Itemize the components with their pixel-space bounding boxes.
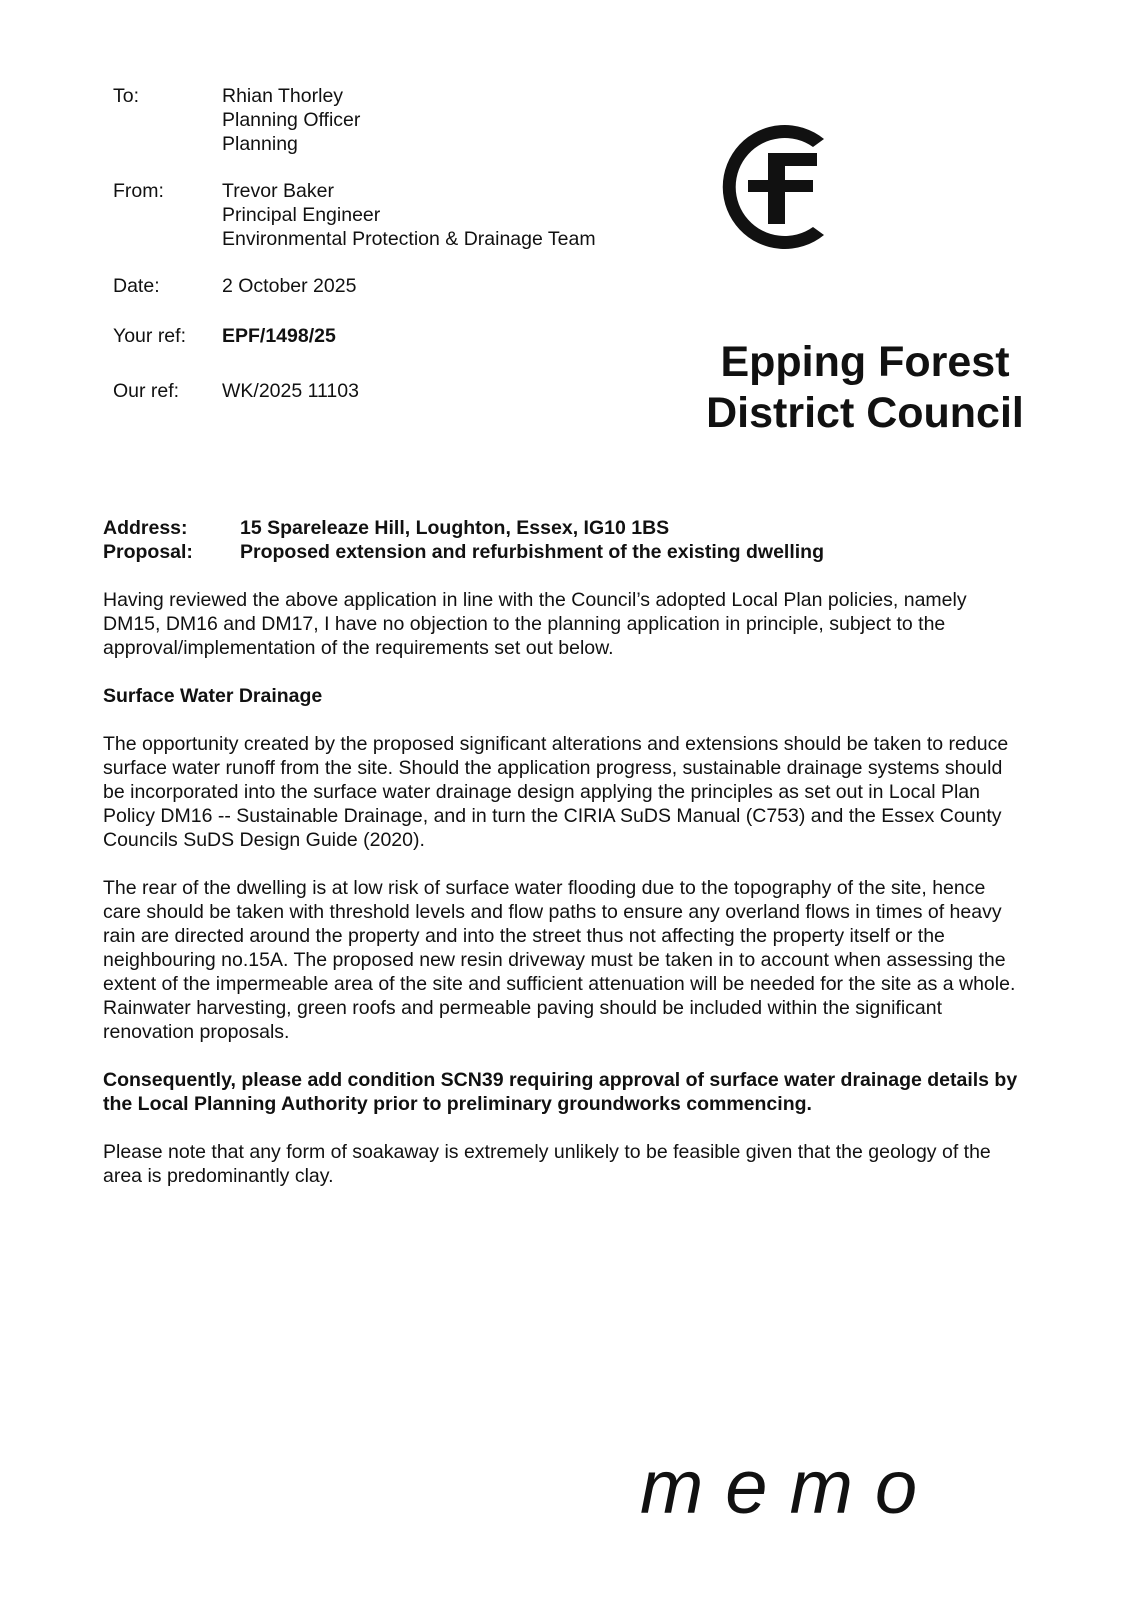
drainage-paragraph-1: The opportunity created by the proposed significant alterations and extensions should be taken to reduce surface water runoff from the site. Should the application progress, sustainable drainage systems should be incorporated into the surface water drainage design applying the principles as set out in Local Plan Policy DM16 -- Sustainable Drainage, and in turn the CIRIA SuDS Manual (C753) and the Essex County Councils SuDS Design Guide (2020). bbox=[103, 733, 1009, 851]
to-name: Rhian Thorley bbox=[222, 85, 344, 107]
from-dept: Environmental Protection & Drainage Team bbox=[222, 228, 596, 250]
your-ref-value: EPF/1498/25 bbox=[222, 325, 336, 347]
from-role: Principal Engineer bbox=[222, 204, 381, 226]
from-label: From: bbox=[113, 180, 164, 202]
proposal-value: Proposed extension and refurbishment of the existing dwelling bbox=[240, 541, 824, 563]
subject-block bbox=[103, 516, 824, 564]
note-paragraph: Please note that any form of soakaway is extremely unlikely to be feasible given that the geology of the area is predominantly clay. bbox=[103, 1141, 991, 1187]
from-row bbox=[113, 179, 596, 251]
from-value bbox=[222, 179, 596, 251]
memo-header bbox=[113, 84, 596, 403]
address-row bbox=[103, 516, 824, 540]
council-name-line1: Epping Forest bbox=[720, 338, 1010, 386]
your-ref-label: Your ref: bbox=[113, 325, 186, 347]
council-logo-icon bbox=[712, 117, 830, 257]
drainage-paragraph-2: The rear of the dwelling is at low risk of surface water flooding due to the topography of the site, hence care should be taken with threshold levels and flow paths to ensure any overland flows in times of heavy rain are directed around the property and into the street thus not affecting the property itself or the neighbouring no.15A. The proposed new resin driveway must be taken in to account when assessing the extent of the impermeable area of the site and sufficient attenuation will be needed for the site as a whole. Rainwater harvesting, green roofs and permeable paving should be included within the significant renovation proposals. bbox=[103, 877, 1016, 1043]
to-value bbox=[222, 84, 360, 156]
to-dept: Planning bbox=[222, 133, 298, 155]
date-value: 2 October 2025 bbox=[222, 275, 357, 297]
address-value: 15 Spareleaze Hill, Loughton, Essex, IG10 1BS bbox=[240, 517, 670, 539]
proposal-row bbox=[103, 540, 824, 564]
our-ref-value: WK/2025 11103 bbox=[222, 380, 359, 402]
memo-body bbox=[103, 588, 1023, 1212]
our-ref-row bbox=[113, 379, 596, 403]
our-ref-label: Our ref: bbox=[113, 380, 180, 402]
condition-paragraph: Consequently, please add condition SCN39 requiring approval of surface water drainage details by the Local Planning Authority prior to preliminary groundworks commencing. bbox=[103, 1069, 1018, 1115]
date-row bbox=[113, 274, 596, 298]
council-name-line2: District Council bbox=[706, 389, 1024, 437]
intro-paragraph: Having reviewed the above application in line with the Council’s adopted Local Plan policies, namely DM15, DM16 and DM17, I have no objection to the planning application in principle, subject to the approval/implementation of the requirements set out below. bbox=[103, 589, 967, 659]
date-label: Date: bbox=[113, 275, 160, 297]
from-name: Trevor Baker bbox=[222, 180, 334, 202]
proposal-label: Proposal: bbox=[103, 541, 193, 563]
council-name bbox=[690, 337, 1040, 439]
to-row bbox=[113, 84, 596, 156]
your-ref-row bbox=[113, 324, 596, 348]
address-label: Address: bbox=[103, 517, 188, 539]
memo-wordmark: memo bbox=[640, 1445, 940, 1530]
to-role: Planning Officer bbox=[222, 109, 361, 131]
to-label: To: bbox=[113, 85, 140, 107]
section-heading: Surface Water Drainage bbox=[103, 685, 323, 707]
